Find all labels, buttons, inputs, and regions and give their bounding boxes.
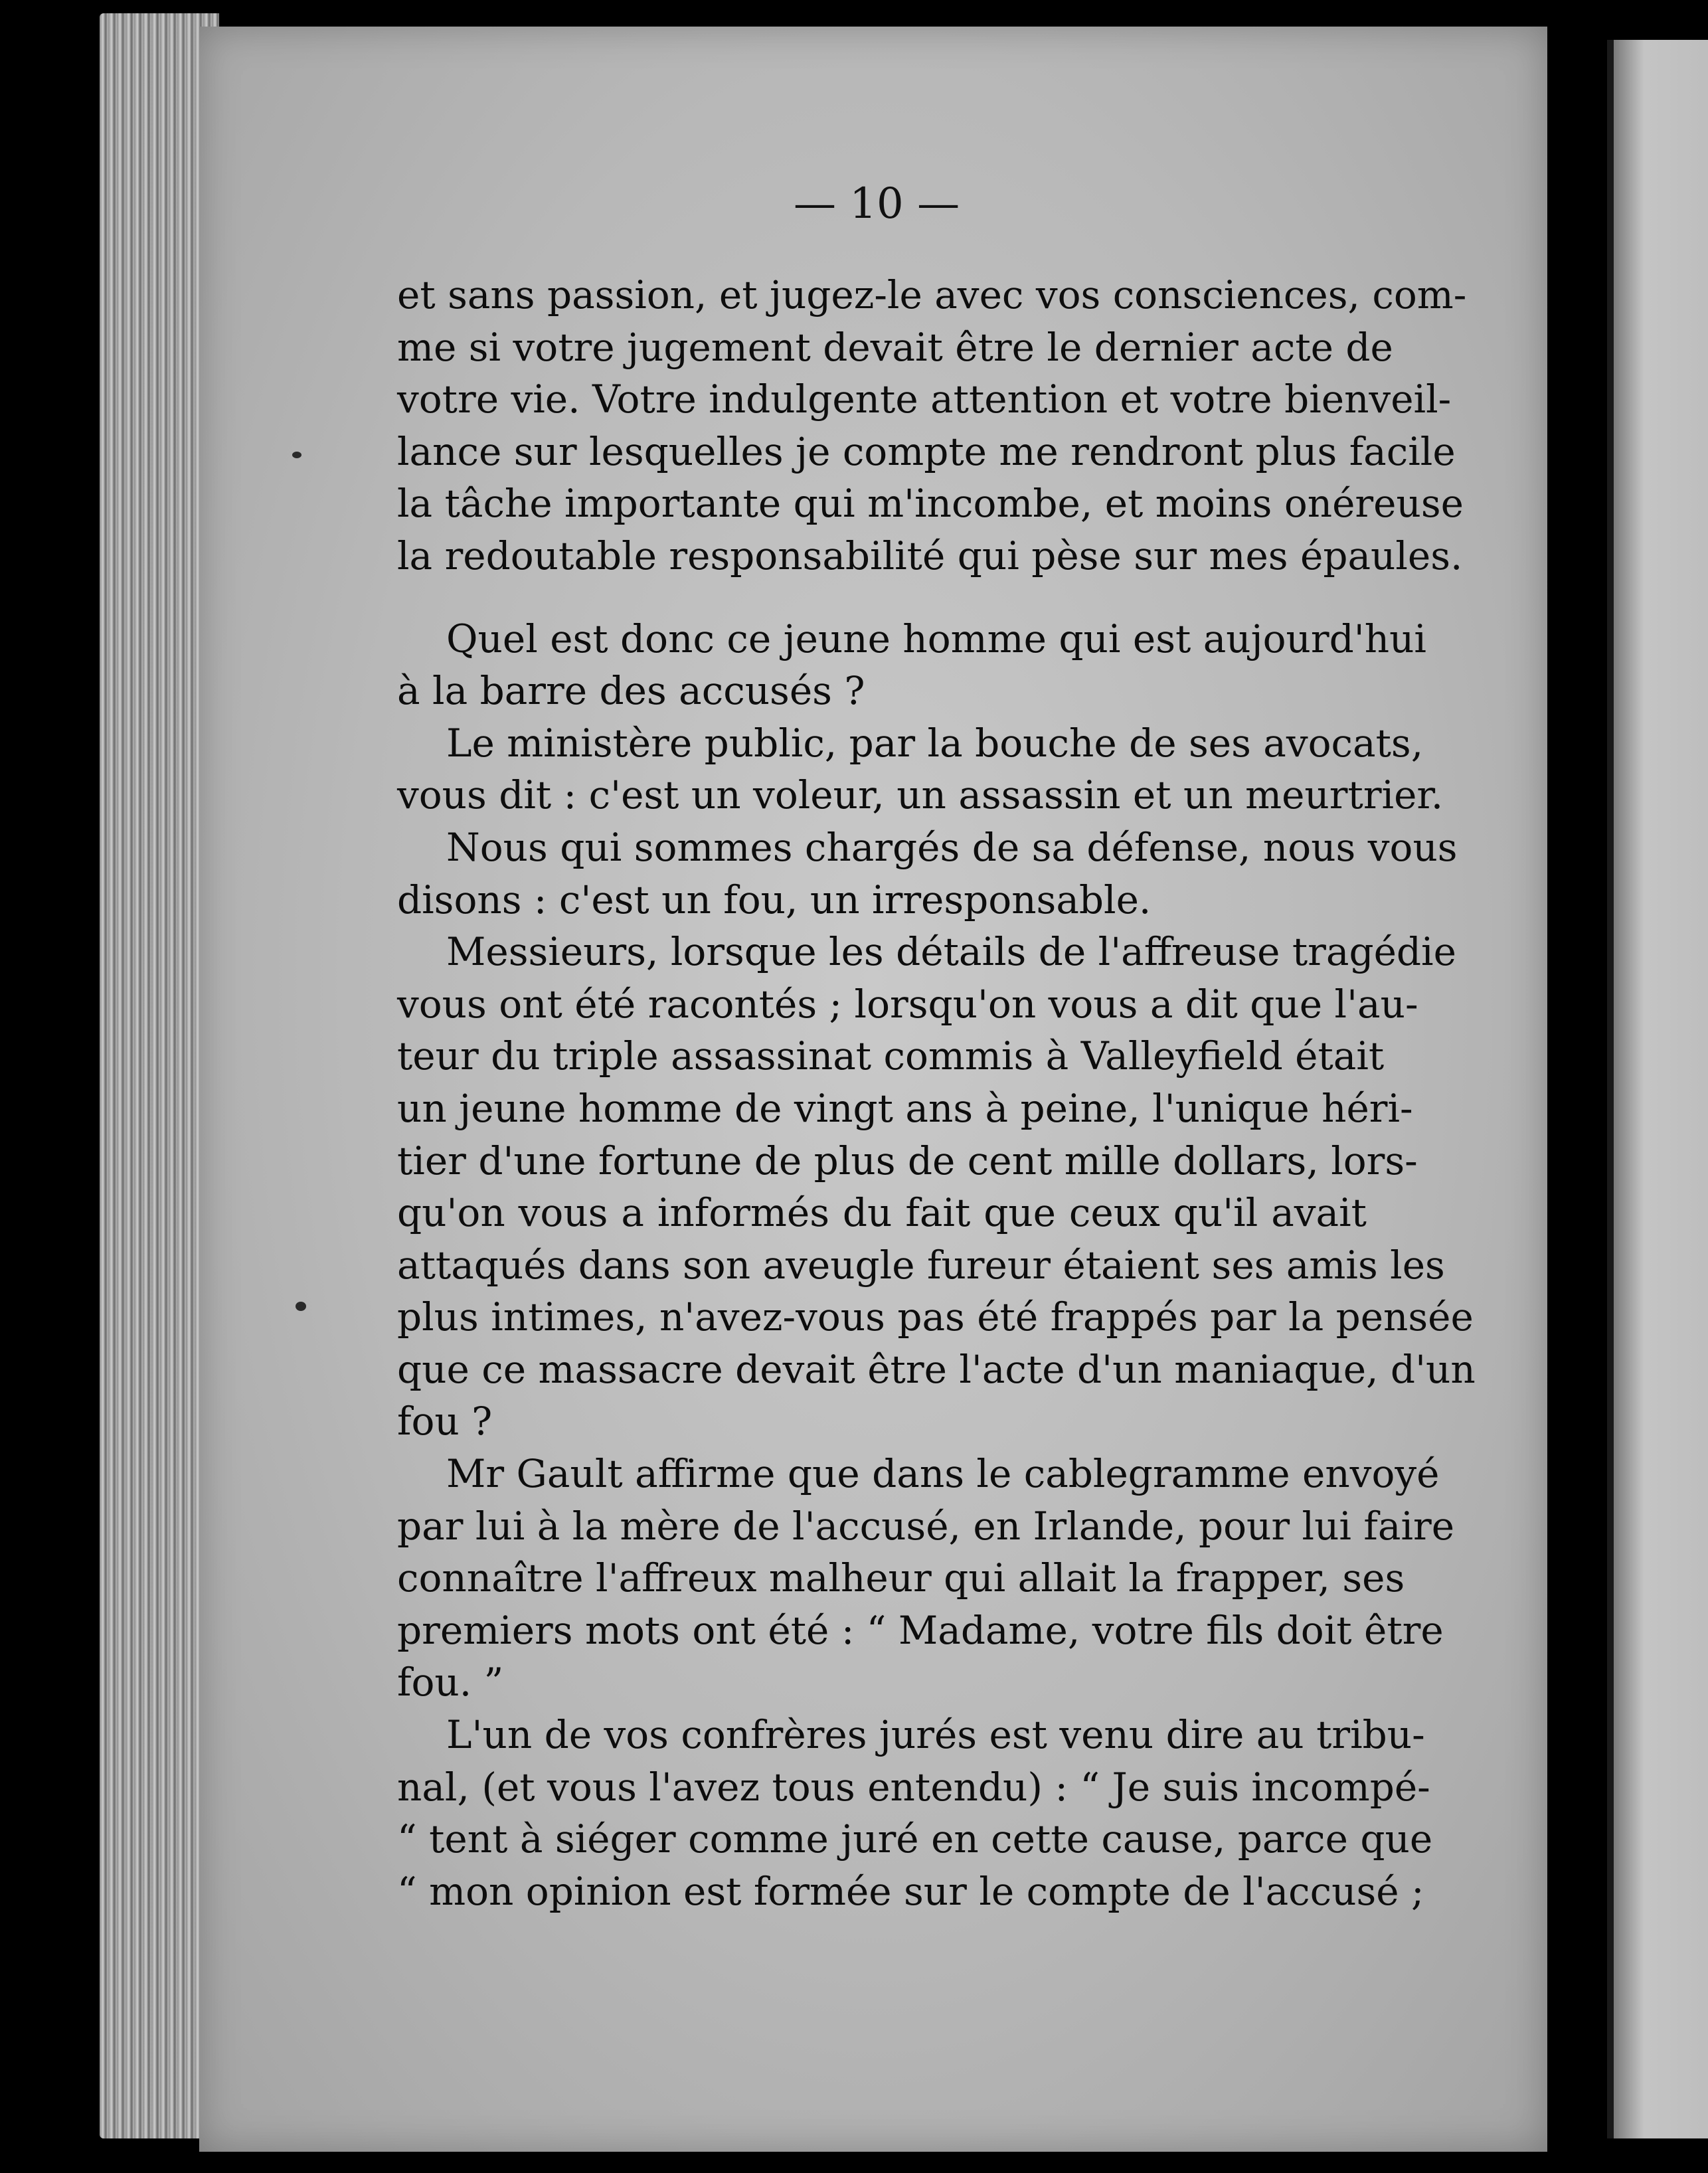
paragraph-gap bbox=[397, 582, 1367, 613]
text-line: disons : c'est un fou, un irresponsable. bbox=[397, 877, 1152, 922]
text-line: “ tent à siéger comme juré en cette cause, parce que bbox=[397, 1816, 1433, 1862]
text-line: fou. ” bbox=[397, 1660, 504, 1705]
text-line: à la barre des accusés ? bbox=[397, 668, 865, 714]
scan-speck bbox=[292, 452, 301, 458]
text-line: Le ministère public, par la bouche de ses avocats, bbox=[446, 720, 1424, 766]
text-line: la tâche importante qui m'incombe, et moins onéreuse bbox=[397, 481, 1464, 527]
next-page-edge bbox=[1607, 40, 1708, 2138]
text-line: par lui à la mère de l'accusé, en Irlande, pour lui faire bbox=[397, 1503, 1455, 1549]
text-line: plus intimes, n'avez-vous pas été frappés par la pensée bbox=[397, 1294, 1474, 1340]
page-number: — 10 — bbox=[793, 179, 960, 228]
text-line: connaître l'affreux malheur qui allait la frapper, ses bbox=[397, 1555, 1405, 1601]
text-line: un jeune homme de vingt ans à peine, l'unique héri- bbox=[397, 1085, 1413, 1131]
text-line: fou ? bbox=[397, 1399, 493, 1444]
body-text bbox=[397, 269, 1476, 1917]
text-line: votre vie. Votre indulgente attention et votre bienveil- bbox=[397, 377, 1452, 422]
text-line: Nous qui sommes chargés de sa défense, nous vous bbox=[446, 824, 1458, 870]
text-line: Mr Gault affirme que dans le cablegramme envoyé bbox=[446, 1451, 1440, 1497]
text-line: Messieurs, lorsque les détails de l'affreuse tragédie bbox=[446, 929, 1456, 975]
scan-speck bbox=[296, 1302, 306, 1311]
text-line: premiers mots ont été : “ Madame, votre fils doit être bbox=[397, 1607, 1444, 1653]
text-line: et sans passion, et jugez-le avec vos consciences, com- bbox=[397, 272, 1467, 317]
text-line: Quel est donc ce jeune homme qui est aujourd'hui bbox=[446, 616, 1426, 661]
text-line: tier d'une fortune de plus de cent mille dollars, lors- bbox=[397, 1138, 1418, 1183]
text-line: “ mon opinion est formée sur le compte de l'accusé ; bbox=[397, 1868, 1424, 1914]
text-line: me si votre jugement devait être le dernier acte de bbox=[397, 324, 1393, 370]
text-line: qu'on vous a informés du fait que ceux qu'il avait bbox=[397, 1190, 1367, 1236]
text-line: lance sur lesquelles je compte me rendront plus facile bbox=[397, 428, 1456, 474]
text-line: la redoutable responsabilité qui pèse sur mes épaules. bbox=[397, 533, 1463, 578]
text-line: attaqués dans son aveugle fureur étaient ses amis les bbox=[397, 1242, 1445, 1288]
text-line: L'un de vos confrères jurés est venu dire au tribu- bbox=[446, 1712, 1425, 1758]
text-line: nal, (et vous l'avez tous entendu) : “ Je suis incompé- bbox=[397, 1764, 1430, 1810]
text-line: vous dit : c'est un voleur, un assassin et un meurtrier. bbox=[397, 772, 1444, 818]
text-line: vous ont été racontés ; lorsqu'on vous a dit que l'au- bbox=[397, 981, 1418, 1027]
text-line: teur du triple assassinat commis à Valleyfield était bbox=[397, 1033, 1385, 1079]
text-line: que ce massacre devait être l'acte d'un maniaque, d'un bbox=[397, 1346, 1476, 1392]
